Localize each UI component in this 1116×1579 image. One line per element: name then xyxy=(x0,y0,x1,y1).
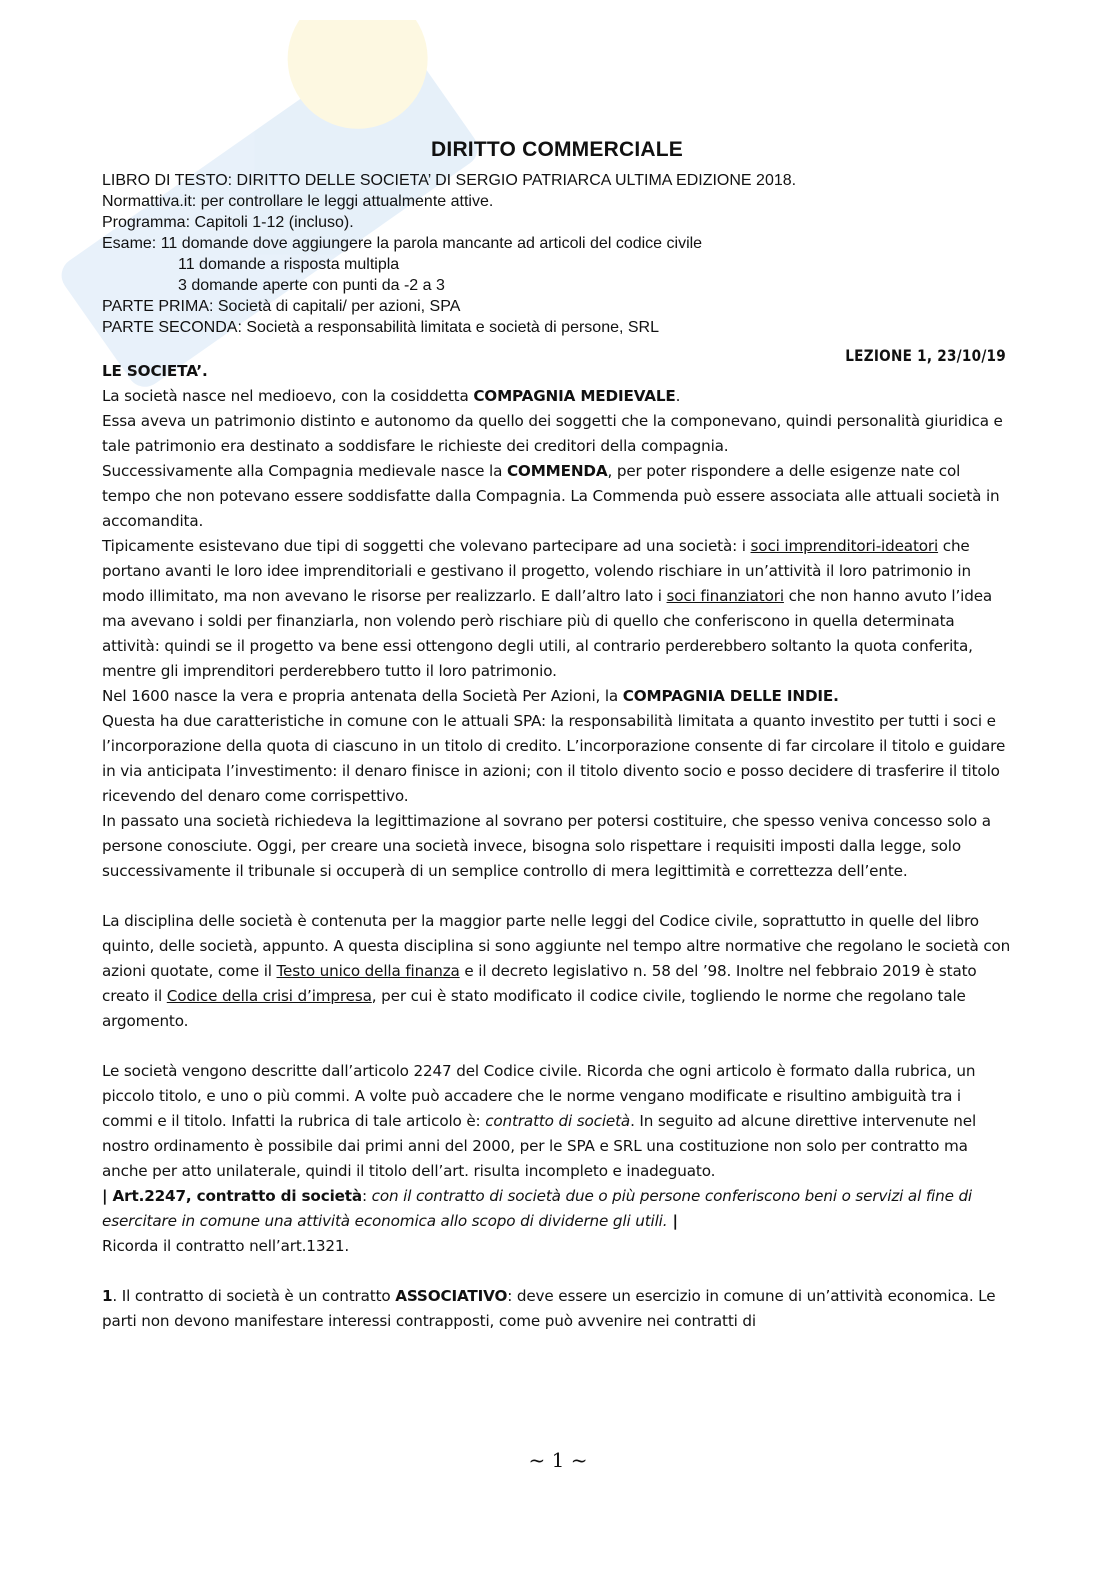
underlined-term: Testo unico della finanza xyxy=(276,962,460,980)
article-quote: | Art.2247, contratto di società: con il contratto di società due o più persone conferiscono beni o servizi al fine di esercitare in comune una attività economica allo scopo di dividerne gli utili. | xyxy=(102,1187,973,1230)
document-title: DIRITTO COMMERCIALE xyxy=(431,138,683,161)
header-line-parte-prima: PARTE PRIMA: Società di capitali/ per azioni, SPA xyxy=(102,298,461,315)
document-page xyxy=(102,138,1012,1334)
paragraph: La società nasce nel medioevo, con la cosiddetta COMPAGNIA MEDIEVALE. xyxy=(102,387,681,405)
paragraph: Successivamente alla Compagnia medievale nasce la COMMENDA, per poter rispondere a delle esigenze nate col tempo che non potevano essere soddisfatte dalla Compagnia. La Commenda può essere associata alle attuali società in accomandita. xyxy=(102,462,1000,530)
paragraph: 1. Il contratto di società è un contratto ASSOCIATIVO: deve essere un esercizio in comune di un’attività economica. Le parti non devono manifestare interessi contrapposti, come può avvenire nei contratti di xyxy=(102,1287,996,1330)
paragraph: Nel 1600 nasce la vera e propria antenata della Società Per Azioni, la COMPAGNIA DELLE INDIE. xyxy=(102,687,839,705)
page-number: ~ 1 ~ xyxy=(528,1448,588,1472)
paragraph: Questa ha due caratteristiche in comune con le attuali SPA: la responsabilità limitata a quanto investito per tutti i soci e l’incorporazione della quota di ciascuno in un titolo di credito. L’incorporazione consente di far circolare il titolo e guidare in via anticipata l’investimento: il denaro finisce in azioni; con il titolo divento socio e posso decidere di trasferire il titolo ricevendo del denaro come corrispettivo. xyxy=(102,712,1006,805)
underlined-term: soci finanziatori xyxy=(666,587,784,605)
underlined-term: soci imprenditori-ideatori xyxy=(750,537,939,555)
paragraph: Le società vengono descritte dall’articolo 2247 del Codice civile. Ricorda che ogni articolo è formato dalla rubrica, un piccolo titolo, e uno o più commi. A volte può accadere che le norme vengano modificate e risultino ambiguità tra i commi e il titolo. Infatti la rubrica di tale articolo è: contratto di società. In seguito ad alcune direttive intervenute nel nostro ordinamento è possibile dai primi anni del 2000, per le SPA e SRL una costituzione non solo per contratto ma anche per atto unilaterale, quindi il titolo dell’art. risulta incompleto e inadeguato. xyxy=(102,1062,977,1180)
header-line-normattiva: Normattiva.it: per controllare le leggi attualmente attive. xyxy=(102,193,494,210)
paragraph: Ricorda il contratto nell’art.1321. xyxy=(102,1237,350,1255)
header-line-open: 3 domande aperte con punti da -2 a 3 xyxy=(178,277,445,294)
bold-term: COMPAGNIA DELLE INDIE. xyxy=(622,687,839,705)
bold-term: COMPAGNIA MEDIEVALE xyxy=(473,387,676,405)
paragraph: Tipicamente esistevano due tipi di soggetti che volevano partecipare ad una società: i soci imprenditori-ideatori che portano avanti le loro idee imprenditoriali e gestivano il progetto, volendo rischiare in un’attività il loro patrimonio in modo illimitato, ma non avevano le risorse per realizzarlo. E dall’altro lato i soci finanziatori che non hanno avuto l’idea ma avevano i soldi per finanziarla, non volendo però rischiare più di quello che conferiscono in quella determinata attività: quindi se il progetto va bene essi ottengono degli utili, al contrario perderebbero soltanto la quota conferita, mentre gli imprenditori perderebbero tutto il loro patrimonio. xyxy=(102,537,993,680)
bold-term: COMMENDA xyxy=(506,462,608,480)
header-line-textbook: LIBRO DI TESTO: DIRITTO DELLE SOCIETA’ DI SERGIO PATRIARCA ULTIMA EDIZIONE 2018. xyxy=(102,172,797,189)
header-line-parte-seconda: PARTE SECONDA: Società a responsabilità limitata e società di persone, SRL xyxy=(102,319,659,336)
paragraph: La disciplina delle società è contenuta per la maggior parte nelle leggi del Codice civile, soprattutto in quelle del libro quinto, delle società, appunto. A questa disciplina si sono aggiunte nel tempo altre normative che regolano le società con azioni quotate, come il Testo unico della finanza e il decreto legislativo n. 58 del ’98. Inoltre nel febbraio 2019 è stato creato il Codice della crisi d’impresa, per cui è stato modificato il codice civile, togliendo le norme che regolano tale argomento. xyxy=(102,912,1011,1030)
lesson-label: LEZIONE 1, 23/10/19 xyxy=(845,346,1006,365)
italic-term: contratto di società xyxy=(485,1112,631,1130)
bold-term: ASSOCIATIVO xyxy=(395,1287,508,1305)
underlined-term: Codice della crisi d’impresa xyxy=(166,987,372,1005)
paragraph: In passato una società richiedeva la legittimazione al sovrano per potersi costituire, che spesso veniva concesso solo a persone conosciute. Oggi, per creare una società invece, bisogna solo rispettare i requisiti imposti dalla legge, solo successivamente il tribunale si occuperà di un semplice controllo di mera legittimità e correttezza dell’ente. xyxy=(102,812,991,880)
header-line-programma: Programma: Capitoli 1-12 (incluso). xyxy=(102,214,354,231)
paragraph: Essa aveva un patrimonio distinto e autonomo da quello dei soggetti che la componevano, quindi personalità giuridica e tale patrimonio era destinato a soddisfare le richieste dei creditori della compagnia. xyxy=(102,412,1003,455)
header-line-esame: Esame: 11 domande dove aggiungere la parola mancante ad articoli del codice civile xyxy=(102,235,703,252)
header-line-multiple: 11 domande a risposta multipla xyxy=(178,256,400,273)
section-title: LE SOCIETA’. xyxy=(102,362,208,380)
